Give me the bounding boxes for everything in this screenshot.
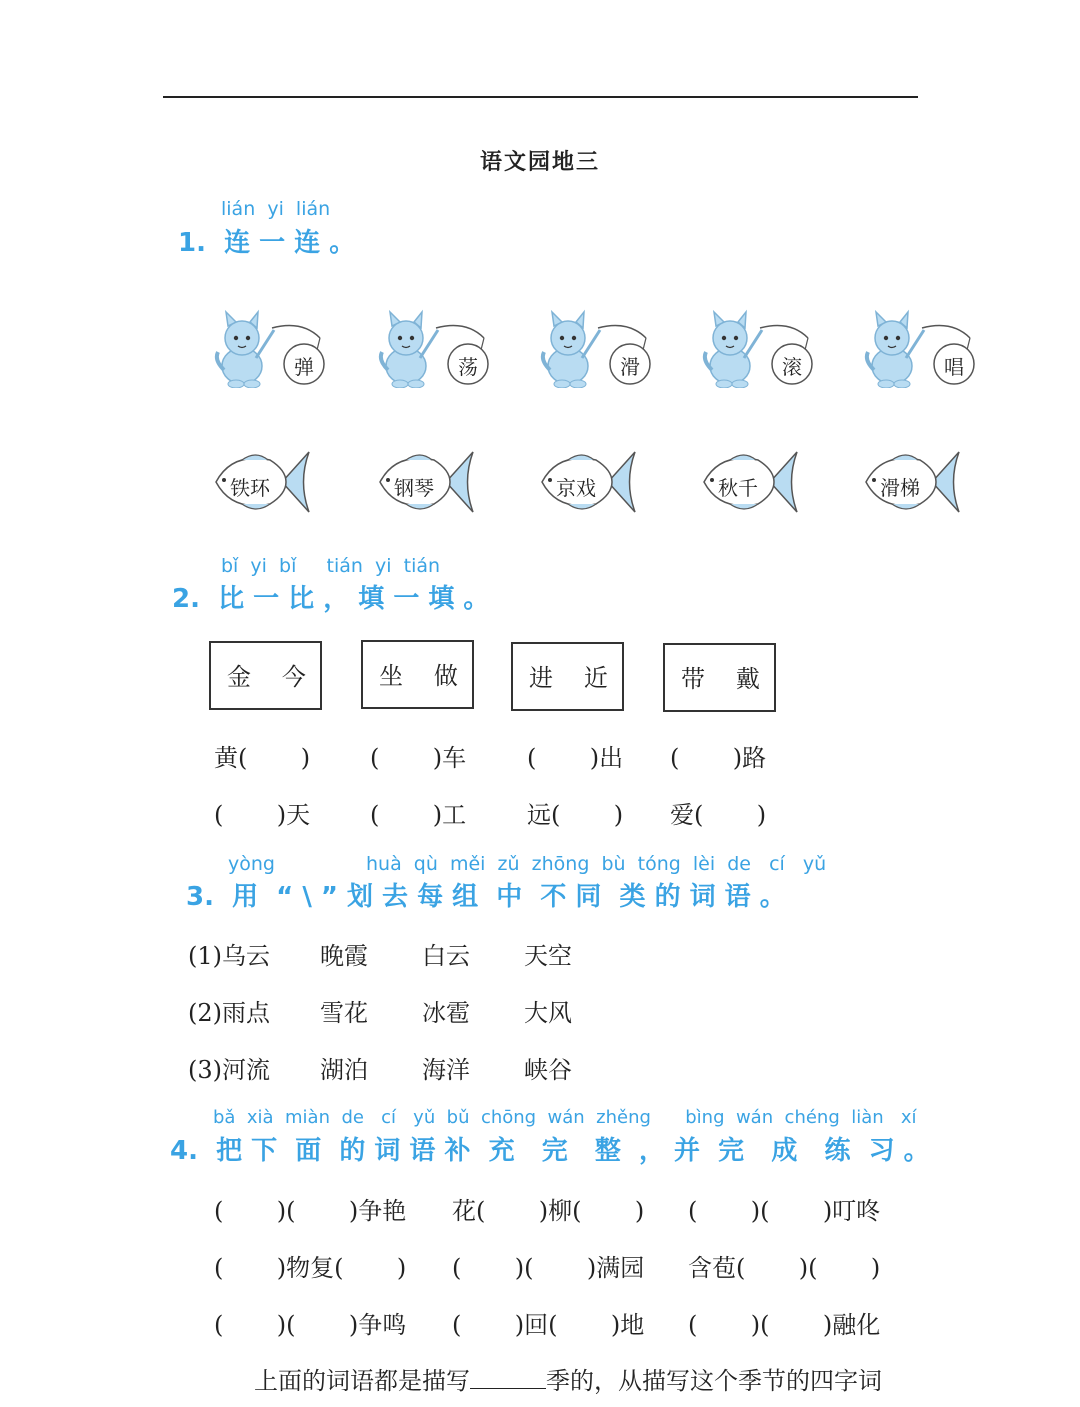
q4-heading: 4. 把 下 面 的 词 语 补 充 完 整 ， 并 完 成 练 习 。 — [170, 1136, 930, 1166]
para-text-after: 季的，从描写这个季节的四字词 — [546, 1367, 882, 1395]
fill-blank[interactable]: ( )路 — [670, 744, 767, 772]
char-box-text: 坐 做 — [379, 662, 460, 690]
fill-blank[interactable]: ( )( )叮咚 — [688, 1197, 881, 1225]
season-blank[interactable] — [470, 1368, 546, 1389]
q3-heading: 3. 用 “ \ ” 划 去 每 组 中 不 同 类 的 词 语 。 — [186, 882, 786, 912]
fill-blank[interactable]: 远( ) — [527, 801, 624, 829]
word-option[interactable]: 晚霞 — [320, 942, 368, 970]
char-box — [209, 641, 322, 710]
q2-pinyin: bǐ yi bǐ tián yi tián — [221, 555, 441, 577]
cat-char[interactable]: 弹 — [294, 355, 314, 379]
fill-blank[interactable]: ( )回( )地 — [452, 1311, 645, 1339]
fill-blank[interactable]: ( )( )满园 — [452, 1254, 645, 1282]
fill-blank[interactable]: 含苞( )( ) — [688, 1254, 881, 1282]
cat-char[interactable]: 唱 — [944, 355, 964, 379]
char-box — [511, 642, 624, 711]
fill-blank[interactable]: ( )天 — [214, 801, 311, 829]
fill-blank[interactable]: ( )出 — [527, 744, 624, 772]
q1-heading: 1. 连 一 连 。 — [178, 228, 356, 258]
fish-word[interactable]: 铁环 — [230, 476, 270, 500]
q3-pinyin-yong: yòng — [228, 853, 275, 875]
fish-word[interactable]: 钢琴 — [394, 476, 434, 500]
word-option[interactable]: 大风 — [524, 999, 572, 1027]
fill-blank[interactable]: 爱( ) — [670, 801, 767, 829]
fill-blank[interactable]: ( )车 — [370, 744, 467, 772]
q4-pinyin: bǎ xià miàn de cí yǔ bǔ chōng wán zhěng bìng wán chéng liàn xí — [213, 1107, 917, 1128]
cat-char[interactable]: 滑 — [620, 355, 640, 379]
fish-word[interactable]: 京戏 — [556, 476, 596, 500]
q2-heading: 2. 比 一 比 ， 填 一 填 。 — [172, 584, 490, 614]
fill-blank[interactable]: 黄( ) — [214, 744, 311, 772]
word-option[interactable]: 天空 — [524, 942, 572, 970]
word-option[interactable]: 白云 — [422, 942, 470, 970]
fish-word[interactable]: 秋千 — [718, 476, 758, 500]
fill-blank[interactable]: ( )工 — [370, 801, 467, 829]
fill-blank[interactable]: ( )( )争鸣 — [214, 1311, 407, 1339]
q1-pinyin: lián yi lián — [221, 198, 331, 220]
fill-blank[interactable]: ( )物复( ) — [214, 1254, 407, 1282]
char-box — [361, 640, 474, 709]
word-option[interactable]: 峡谷 — [524, 1056, 572, 1084]
word-option[interactable]: 湖泊 — [320, 1056, 368, 1084]
char-box-text: 金 今 — [227, 663, 308, 691]
fish-word[interactable]: 滑梯 — [880, 476, 920, 500]
fill-blank[interactable]: 花( )柳( ) — [452, 1197, 645, 1225]
fill-blank[interactable]: ( )( )争艳 — [214, 1197, 407, 1225]
word-option[interactable]: 海洋 — [422, 1056, 470, 1084]
char-box-text: 进 近 — [529, 664, 610, 692]
fill-blank[interactable]: ( )( )融化 — [688, 1311, 881, 1339]
q4-paragraph — [254, 1361, 882, 1396]
char-box-text: 带 戴 — [681, 665, 762, 693]
word-option[interactable]: (1)乌云 — [188, 942, 270, 970]
word-option[interactable]: 雪花 — [320, 999, 368, 1027]
page-title: 语文园地三 — [479, 149, 600, 175]
char-box — [663, 643, 776, 712]
cat-char[interactable]: 滚 — [782, 355, 802, 379]
word-option[interactable]: (2)雨点 — [188, 999, 270, 1027]
q3-pinyin: huà qù měi zǔ zhōng bù tóng lèi de cí yǔ — [366, 853, 827, 875]
cat-char[interactable]: 荡 — [458, 355, 478, 379]
word-option[interactable]: 冰雹 — [422, 999, 470, 1027]
para-text-before: 上面的词语都是描写 — [254, 1367, 470, 1395]
top-rule — [163, 96, 918, 98]
word-option[interactable]: (3)河流 — [188, 1056, 270, 1084]
